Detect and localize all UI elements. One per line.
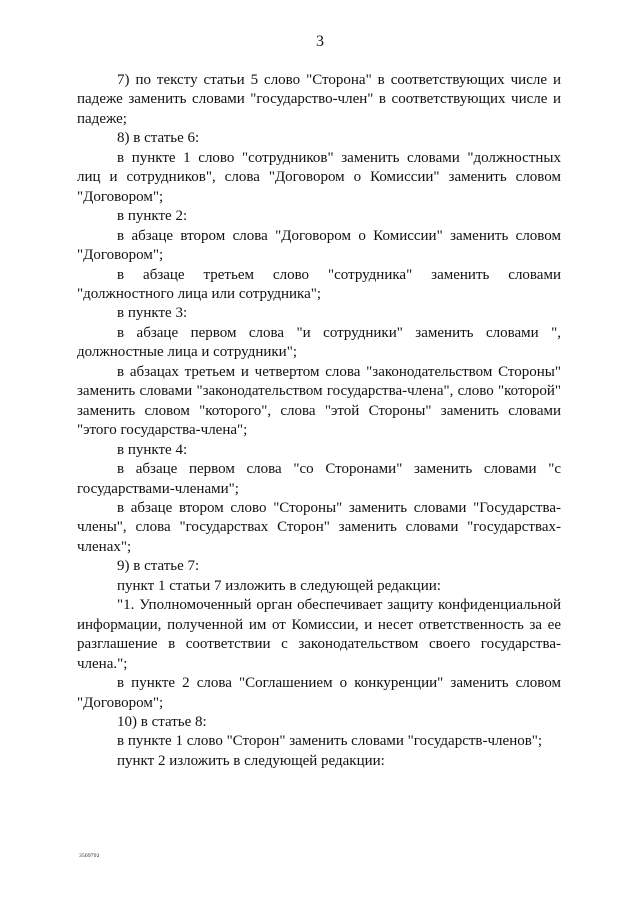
document-body bbox=[77, 71, 561, 771]
paragraph: 9) в статье 7: bbox=[117, 558, 200, 575]
paragraph: в абзацах третьем и четвертом слова "законодательством Стороны" заменить словами "законодательством государства-члена", слово "которой" заменить словом "которого", слова "этой Стороны" заменить словами "этого государства-члена"; bbox=[77, 363, 561, 439]
paragraph: в абзаце третьем слово "сотрудника" заменить словами "должностного лица или сотрудника"; bbox=[77, 266, 561, 302]
page-number: 3 bbox=[316, 33, 324, 50]
paragraph: в абзаце первом слова "и сотрудники" заменить словами ", должностные лица и сотрудники"; bbox=[77, 324, 561, 361]
paragraph: в пункте 1 слово "сотрудников" заменить словами "должностных лиц и сотрудников", слова "Договором о Комиссии" заменить словом "Договором"; bbox=[77, 149, 561, 205]
paragraph: "1. Уполномоченный орган обеспечивает защиту конфиденциальной информации, полученной им от Комиссии, и несет ответственность за ее разглашение в соответствии с законодательством своего государства-члена."; bbox=[77, 597, 561, 672]
paragraph: в пункте 3: bbox=[117, 305, 188, 322]
paragraph: в пункте 1 слово "Сторон" заменить словами "государств-членов"; bbox=[117, 733, 543, 750]
paragraph: в абзаце втором слово "Стороны" заменить словами "Государства-члены", слова "государствах Сторон" заменить словами "государствах-членах"; bbox=[77, 499, 561, 555]
paragraph: 10) в статье 8: bbox=[117, 713, 207, 730]
paragraph: пункт 2 изложить в следующей редакции: bbox=[117, 752, 385, 769]
paragraph: в пункте 4: bbox=[117, 441, 188, 458]
paragraph: 8) в статье 6: bbox=[117, 130, 200, 147]
paragraph: пункт 1 статьи 7 изложить в следующей редакции: bbox=[117, 577, 441, 594]
paragraph: 7) по тексту статьи 5 слово "Сторона" в соответствующих числе и падеже заменить словами "государство-член" в соответствующих числе и падеже; bbox=[77, 72, 561, 127]
document-code: 3509792 bbox=[79, 853, 100, 859]
paragraph: в абзаце первом слова "со Сторонами" заменить словами "с государствами-членами"; bbox=[77, 461, 561, 497]
paragraph: в пункте 2 слова "Соглашением о конкуренции" заменить словом "Договором"; bbox=[77, 675, 561, 711]
paragraph: в абзаце втором слова "Договором о Комиссии" заменить словом "Договором"; bbox=[77, 227, 561, 264]
paragraph: в пункте 2: bbox=[117, 208, 188, 225]
